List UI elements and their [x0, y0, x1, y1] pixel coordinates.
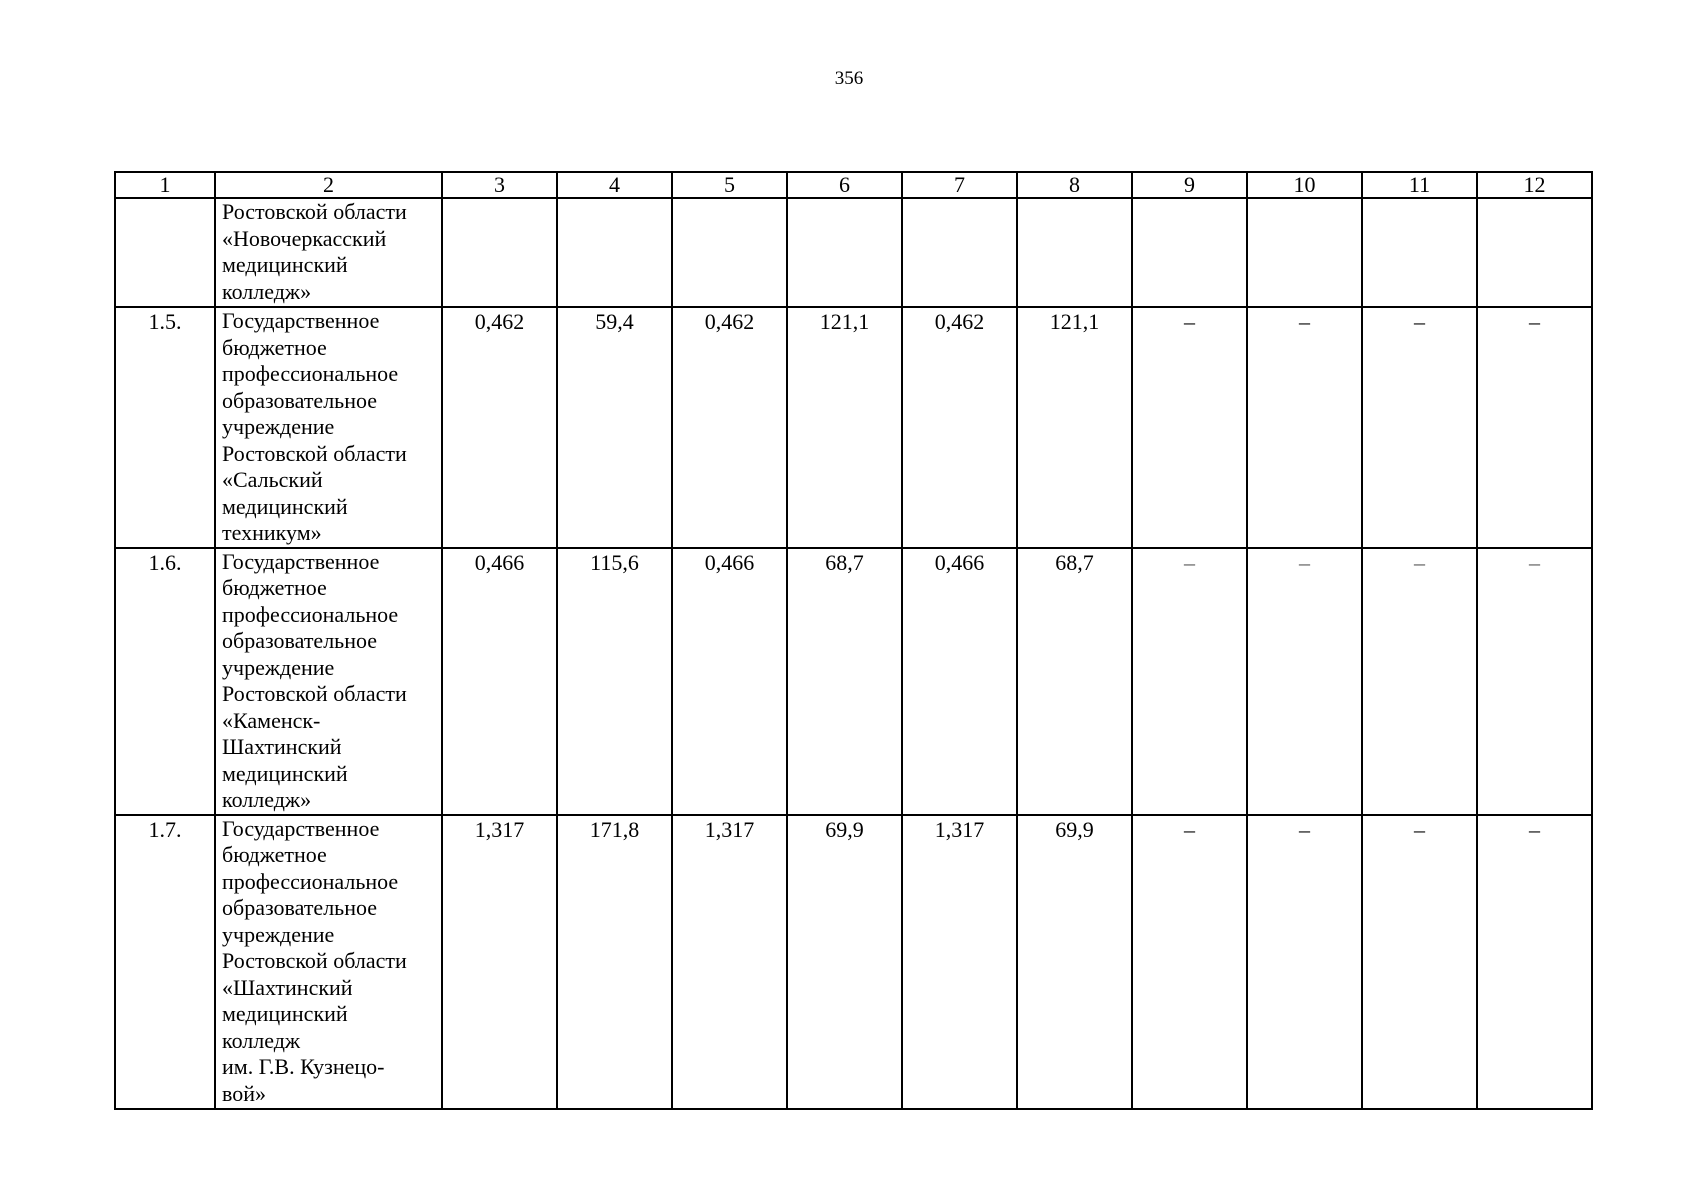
value-cell: 115,6 [557, 548, 672, 815]
column-header: 10 [1247, 172, 1362, 198]
column-header: 12 [1477, 172, 1592, 198]
column-header: 9 [1132, 172, 1247, 198]
value-cell [1477, 198, 1592, 307]
value-cell [557, 198, 672, 307]
name-line: «Сальский [222, 467, 323, 492]
value-cell: 68,7 [787, 548, 902, 815]
value-cell [672, 198, 787, 307]
name-line: Ростовской области [222, 681, 407, 706]
name-line: образовательное [222, 387, 378, 413]
row-number-cell: 1.5. [115, 307, 215, 548]
name-line: бюджетное [222, 334, 327, 360]
value-cell: – [1247, 815, 1362, 1109]
name-line: колледж [222, 1027, 301, 1053]
name-line: колледж» [222, 787, 312, 812]
column-header: 4 [557, 172, 672, 198]
column-header: 5 [672, 172, 787, 198]
column-header: 11 [1362, 172, 1477, 198]
name-line: Ростовской области [222, 440, 407, 466]
name-line: образовательное [222, 895, 378, 920]
institution-name-cell [215, 548, 442, 815]
value-cell: 68,7 [1017, 548, 1132, 815]
value-cell [1017, 198, 1132, 307]
name-line: медицинский [222, 252, 348, 277]
name-line: «Каменск- [222, 707, 321, 733]
page-number: 356 [834, 68, 864, 89]
column-header: 3 [442, 172, 557, 198]
value-cell: 121,1 [787, 307, 902, 548]
name-line: «Новочеркасский [222, 225, 387, 251]
name-line: медицинский [222, 760, 348, 786]
value-cell: – [1132, 548, 1247, 815]
table-row-continuation [115, 198, 1592, 307]
value-cell: 0,462 [672, 307, 787, 548]
column-header: 6 [787, 172, 902, 198]
name-line: Государственное [222, 308, 380, 333]
value-cell: 0,462 [902, 307, 1017, 548]
value-cell: 0,462 [442, 307, 557, 548]
value-cell: – [1477, 815, 1592, 1109]
row-number-cell: 1.6. [115, 548, 215, 815]
name-line: техникум» [222, 520, 322, 545]
name-line: «Шахтинский [222, 974, 353, 1000]
value-cell [442, 198, 557, 307]
name-line: профессиональное [222, 361, 399, 386]
name-line: Ростовской области [222, 948, 407, 973]
value-cell: – [1132, 815, 1247, 1109]
value-cell: – [1362, 307, 1477, 548]
name-line: учреждение [222, 654, 335, 680]
name-line: учреждение [222, 414, 335, 439]
value-cell: – [1247, 548, 1362, 815]
value-cell: 0,466 [442, 548, 557, 815]
institution-name-cell [215, 815, 442, 1109]
name-line: медицинский [222, 493, 348, 519]
value-cell: – [1132, 307, 1247, 548]
name-line: профессиональное [222, 601, 399, 627]
column-header: 7 [902, 172, 1017, 198]
institution-name-cell [215, 198, 442, 307]
row-number-cell [115, 198, 215, 307]
value-cell: 59,4 [557, 307, 672, 548]
value-cell: 69,9 [787, 815, 902, 1109]
row-number-cell: 1.7. [115, 815, 215, 1109]
name-line: Государственное [222, 815, 380, 841]
column-header: 8 [1017, 172, 1132, 198]
name-line: бюджетное [222, 575, 327, 600]
value-cell [1247, 198, 1362, 307]
institution-name-cell [215, 307, 442, 548]
table-row [115, 548, 1592, 815]
value-cell: 0,466 [902, 548, 1017, 815]
value-cell [1132, 198, 1247, 307]
value-cell [902, 198, 1017, 307]
table-row [115, 815, 1592, 1109]
value-cell [787, 198, 902, 307]
value-cell: – [1247, 307, 1362, 548]
value-cell: 0,466 [672, 548, 787, 815]
name-line: Государственное [222, 548, 380, 574]
value-cell: 1,317 [672, 815, 787, 1109]
data-table [114, 171, 1593, 1110]
value-cell: 1,317 [442, 815, 557, 1109]
name-line: колледж» [222, 278, 312, 304]
name-line: бюджетное [222, 842, 327, 867]
name-line: Шахтинский [222, 734, 342, 759]
name-line: Ростовской области [222, 199, 407, 224]
name-line: им. Г.В. Кузнецо- [222, 1054, 385, 1079]
column-header: 2 [215, 172, 442, 198]
value-cell: – [1362, 815, 1477, 1109]
name-line: учреждение [222, 921, 335, 947]
value-cell: 171,8 [557, 815, 672, 1109]
value-cell: 69,9 [1017, 815, 1132, 1109]
name-line: образовательное [222, 628, 378, 653]
column-header: 1 [115, 172, 215, 198]
value-cell [1362, 198, 1477, 307]
value-cell: – [1477, 548, 1592, 815]
value-cell: – [1362, 548, 1477, 815]
name-line: профессиональное [222, 868, 399, 894]
value-cell: 121,1 [1017, 307, 1132, 548]
name-line: медицинский [222, 1001, 348, 1026]
value-cell: 1,317 [902, 815, 1017, 1109]
table-header-row [115, 172, 1592, 198]
name-line: вой» [222, 1080, 267, 1106]
table-row [115, 307, 1592, 548]
value-cell: – [1477, 307, 1592, 548]
